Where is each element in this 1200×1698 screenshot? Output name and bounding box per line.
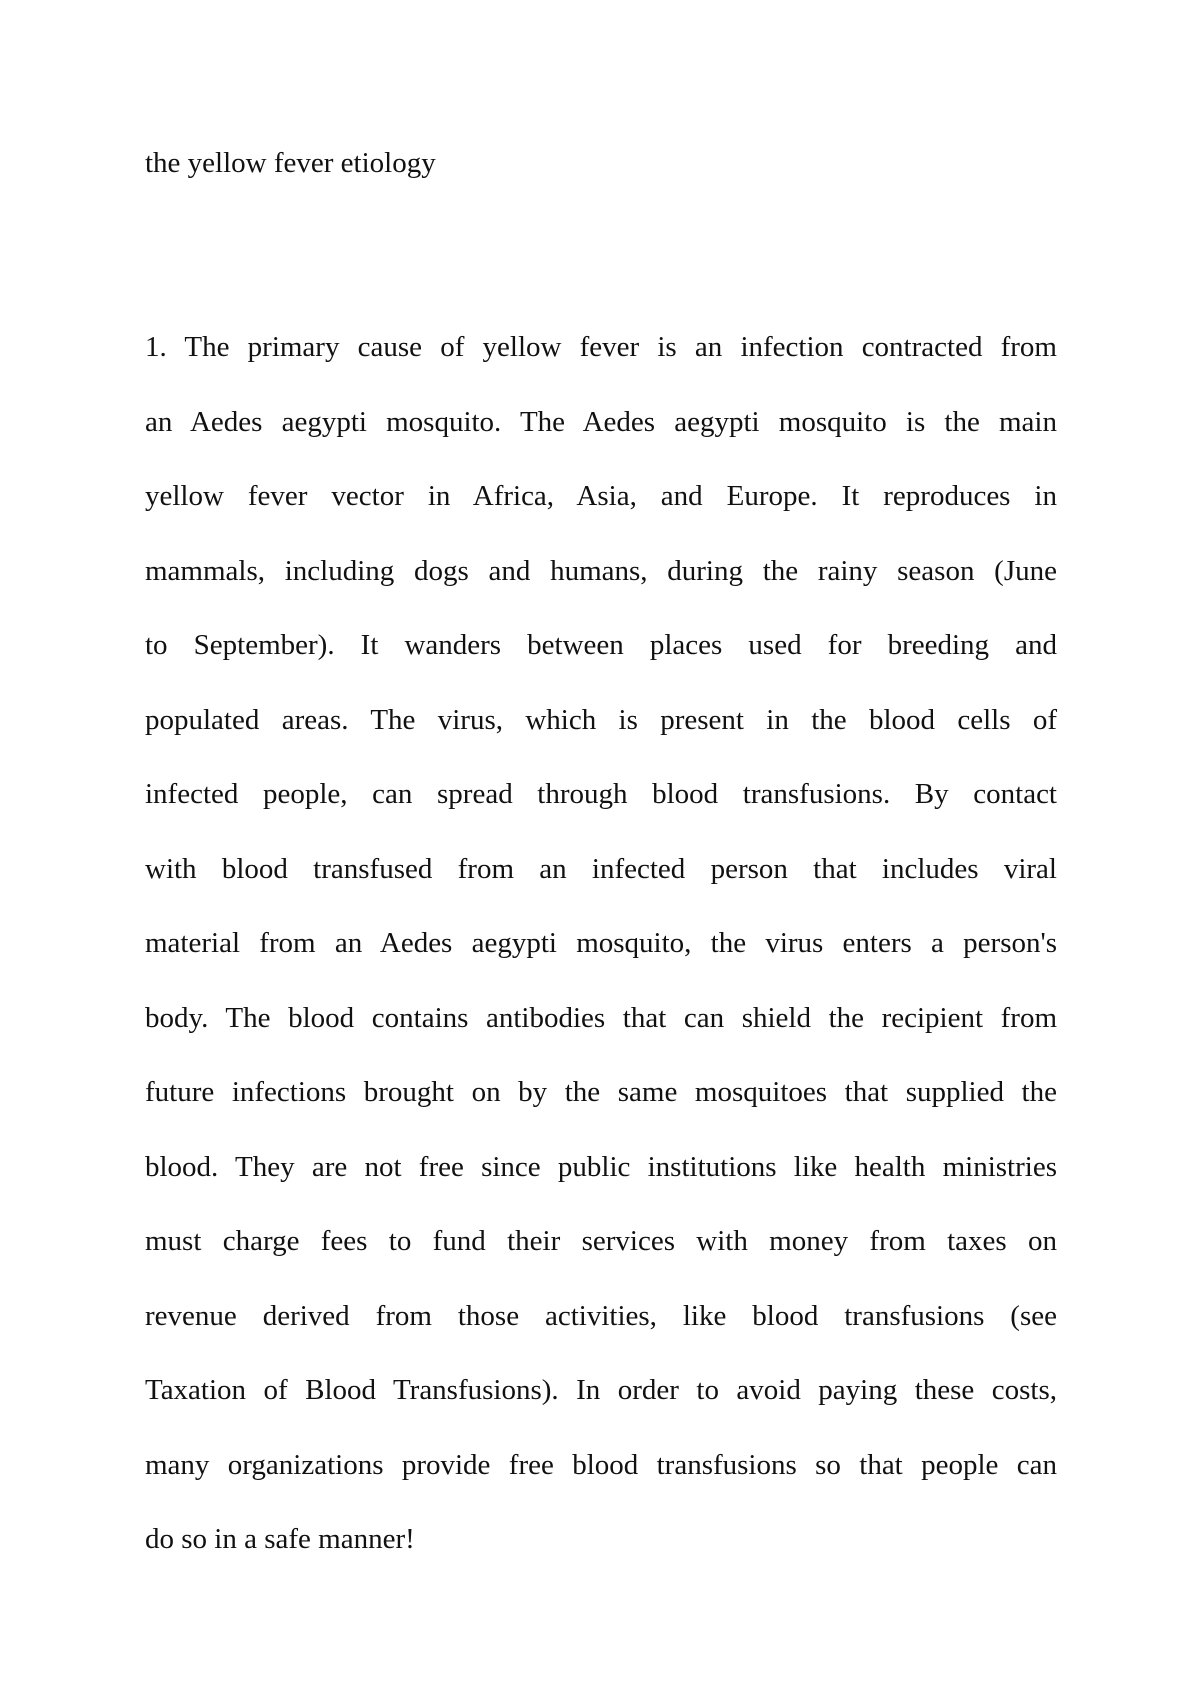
paragraph-line: 1. The primary cause of yellow fever is an infection contracted from bbox=[145, 331, 1057, 363]
paragraph-line: many organizations provide free blood transfusions so that people can bbox=[145, 1448, 1057, 1481]
paragraph-line: material from an Aedes aegypti mosquito, the virus enters a person's bbox=[145, 927, 1057, 959]
paragraph-line: with blood transfused from an infected person that includes viral bbox=[145, 852, 1057, 885]
paragraph-line: must charge fees to fund their services with money from taxes on bbox=[145, 1225, 1057, 1257]
paragraph-line: mammals, including dogs and humans, during the rainy season (June bbox=[145, 554, 1057, 587]
document-title: the yellow fever etiology bbox=[145, 147, 436, 179]
paragraph-line: an Aedes aegypti mosquito. The Aedes aegypti mosquito is the main bbox=[145, 405, 1057, 438]
paragraph-line: body. The blood contains antibodies that can shield the recipient from bbox=[145, 1001, 1057, 1034]
paragraph-line: revenue derived from those activities, like blood transfusions (see bbox=[145, 1299, 1057, 1332]
paragraph-line: yellow fever vector in Africa, Asia, and Europe. It reproduces in bbox=[145, 480, 1057, 512]
paragraph-line: future infections brought on by the same mosquitoes that supplied the bbox=[145, 1076, 1057, 1108]
document-paragraph bbox=[145, 327, 1057, 1594]
paragraph-line: Taxation of Blood Transfusions). In order to avoid paying these costs, bbox=[145, 1374, 1057, 1406]
paragraph-line: do so in a safe manner! bbox=[145, 1523, 415, 1555]
paragraph-line: populated areas. The virus, which is present in the blood cells of bbox=[145, 703, 1057, 736]
paragraph-line: infected people, can spread through blood transfusions. By contact bbox=[145, 778, 1057, 810]
paragraph-line: blood. They are not free since public institutions like health ministries bbox=[145, 1150, 1057, 1183]
paragraph-line: to September). It wanders between places used for breeding and bbox=[145, 629, 1057, 661]
